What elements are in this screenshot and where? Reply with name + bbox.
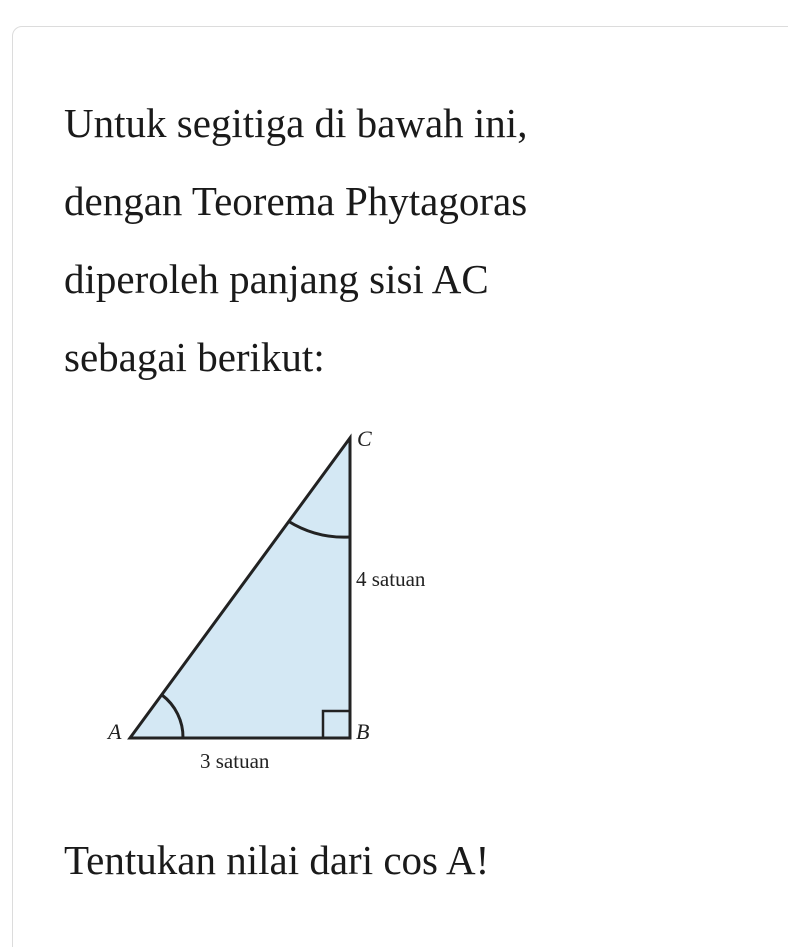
question-text: Untuk segitiga di bawah ini, dengan Teorema Phytagoras diperoleh panjang sisi AC sebagai berikut: [64,100,528,380]
prompt-text: Tentukan nilai dari cos A! [64,837,490,883]
vertex-label-b: B [356,719,370,744]
triangle-diagram [100,420,480,780]
triangle-shape [130,438,350,738]
vertex-label-c: C [357,426,372,451]
vertex-label-a: A [108,719,122,744]
triangle-figure [100,420,480,780]
side-bc-label: 4 satuan [356,567,426,591]
side-ab-label: 3 satuan [200,749,270,773]
